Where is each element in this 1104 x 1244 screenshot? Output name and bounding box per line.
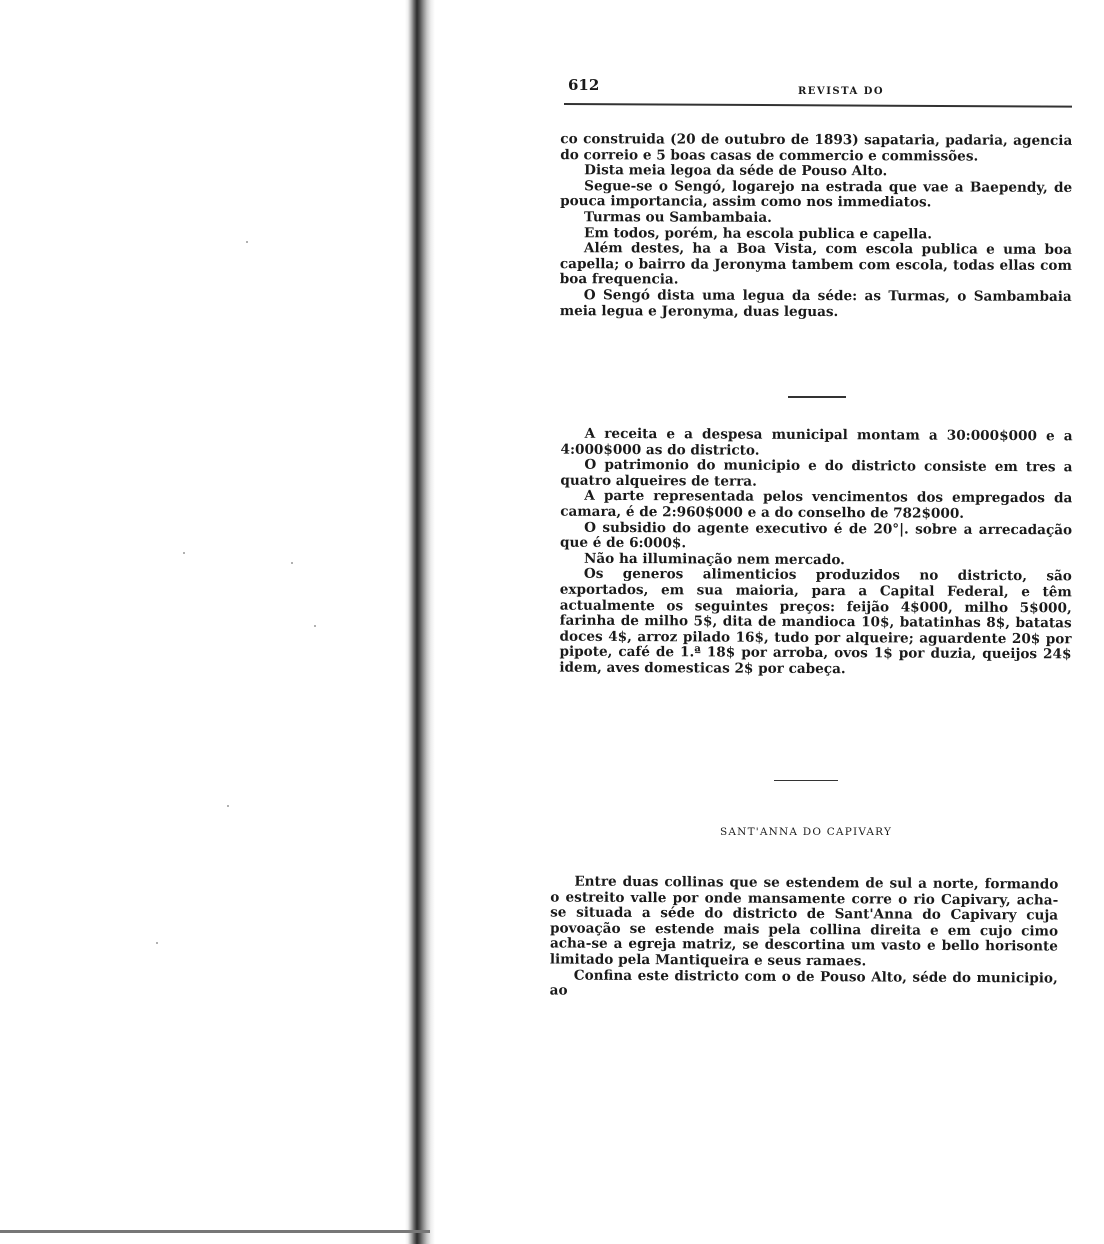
text-block-santanna	[550, 874, 1059, 1002]
book-gutter-shadow	[405, 0, 435, 1244]
paragraph: Os generos alimenticios produzidos no districto, são exportados, em sua maioria, para a Capital Federal, e têm actualmente os seguintes preços: feijão 4$000, milho 5$000, farinha de milho 5$, dita de mandioca 10$, batatinhas 8$, batatas doces 4$, arroz pilado 16$, tudo por alqueire; aguardente 20$ por pipote, café de 1.ª 18$ por arroba, ovos 1$ por duzia, queijos 24$ idem, aves domesticas 2$ por cabeça.	[559, 566, 1072, 678]
scan-speck	[291, 562, 293, 564]
scan-speck	[246, 241, 248, 243]
section-divider	[774, 780, 838, 781]
paragraph: Dista meia legoa da séde de Pouso Alto.	[584, 162, 888, 180]
scan-speck	[183, 552, 185, 554]
paragraph: O Sengó dista uma legua da séde: as Turmas, o Sambambaia meia legua e Jeronyma, duas leguas.	[559, 287, 1072, 320]
scan-speck	[314, 625, 316, 627]
text-block-settlements	[560, 132, 1073, 321]
paragraph: A parte representada pelos vencimentos dos empregados da camara, é de 2:960$000 e a do conselho de 782$000.	[560, 488, 1073, 522]
scan-edge-line	[0, 1230, 430, 1233]
header-rule	[564, 103, 1072, 108]
scan-speck	[227, 805, 229, 807]
section-heading: SANT'ANNA DO CAPIVARY	[720, 826, 893, 838]
paragraph: co construida (20 de outubro de 1893) sapataria, padaria, agencia do correio e 5 boas casas de commercio e commissões.	[560, 131, 1073, 165]
paragraph: Segue-se o Sengó, logarejo na estrada que vae a Baependy, de pouca importancia, assim como nos immediatos.	[560, 177, 1073, 211]
paragraph: Além destes, ha a Boa Vista, com escola publica e uma boa capella; o bairro da Jeronyma tambem com escola, todas ellas com boa frequencia.	[559, 240, 1072, 288]
text-block-finances	[559, 427, 1072, 679]
paragraph: Em todos, porém, ha escola publica e capella.	[583, 224, 933, 242]
paragraph: Entre duas collinas que se estendem de sul a norte, formando o estreito valle por onde mansamente corre o rio Capivary, acha-se situada a séde do districto de Sant'Anna do Capivary cuja povoação se estende mais pela collina direita e em cujo cimo acha-se a egreja matriz, se descortina um vasto e bello horisonte limitado pela Mantiqueira e seus ramaes.	[549, 873, 1059, 970]
paragraph: Confina este districto com o de Pouso Alto, séde do municipio, ao	[549, 967, 1058, 999]
section-divider	[788, 396, 846, 398]
paragraph: Não ha illuminação nem mercado.	[583, 550, 845, 568]
paragraph: O patrimonio do municipio e do districto consiste em tres a quatro alqueires de terra.	[560, 456, 1073, 490]
scan-speck	[156, 942, 158, 944]
paragraph: O subsidio do agente executivo é de 20°|. sobre a arrecadação que é de 6:000$.	[560, 519, 1073, 552]
paragraph: A receita e a despesa municipal montam a 30:000$000 e a 4:000$000 as do districto.	[560, 425, 1073, 459]
page-number: 612	[568, 76, 600, 94]
paragraph: Turmas ou Sambambaia.	[584, 209, 772, 226]
running-head: REVISTA DO	[798, 86, 885, 97]
